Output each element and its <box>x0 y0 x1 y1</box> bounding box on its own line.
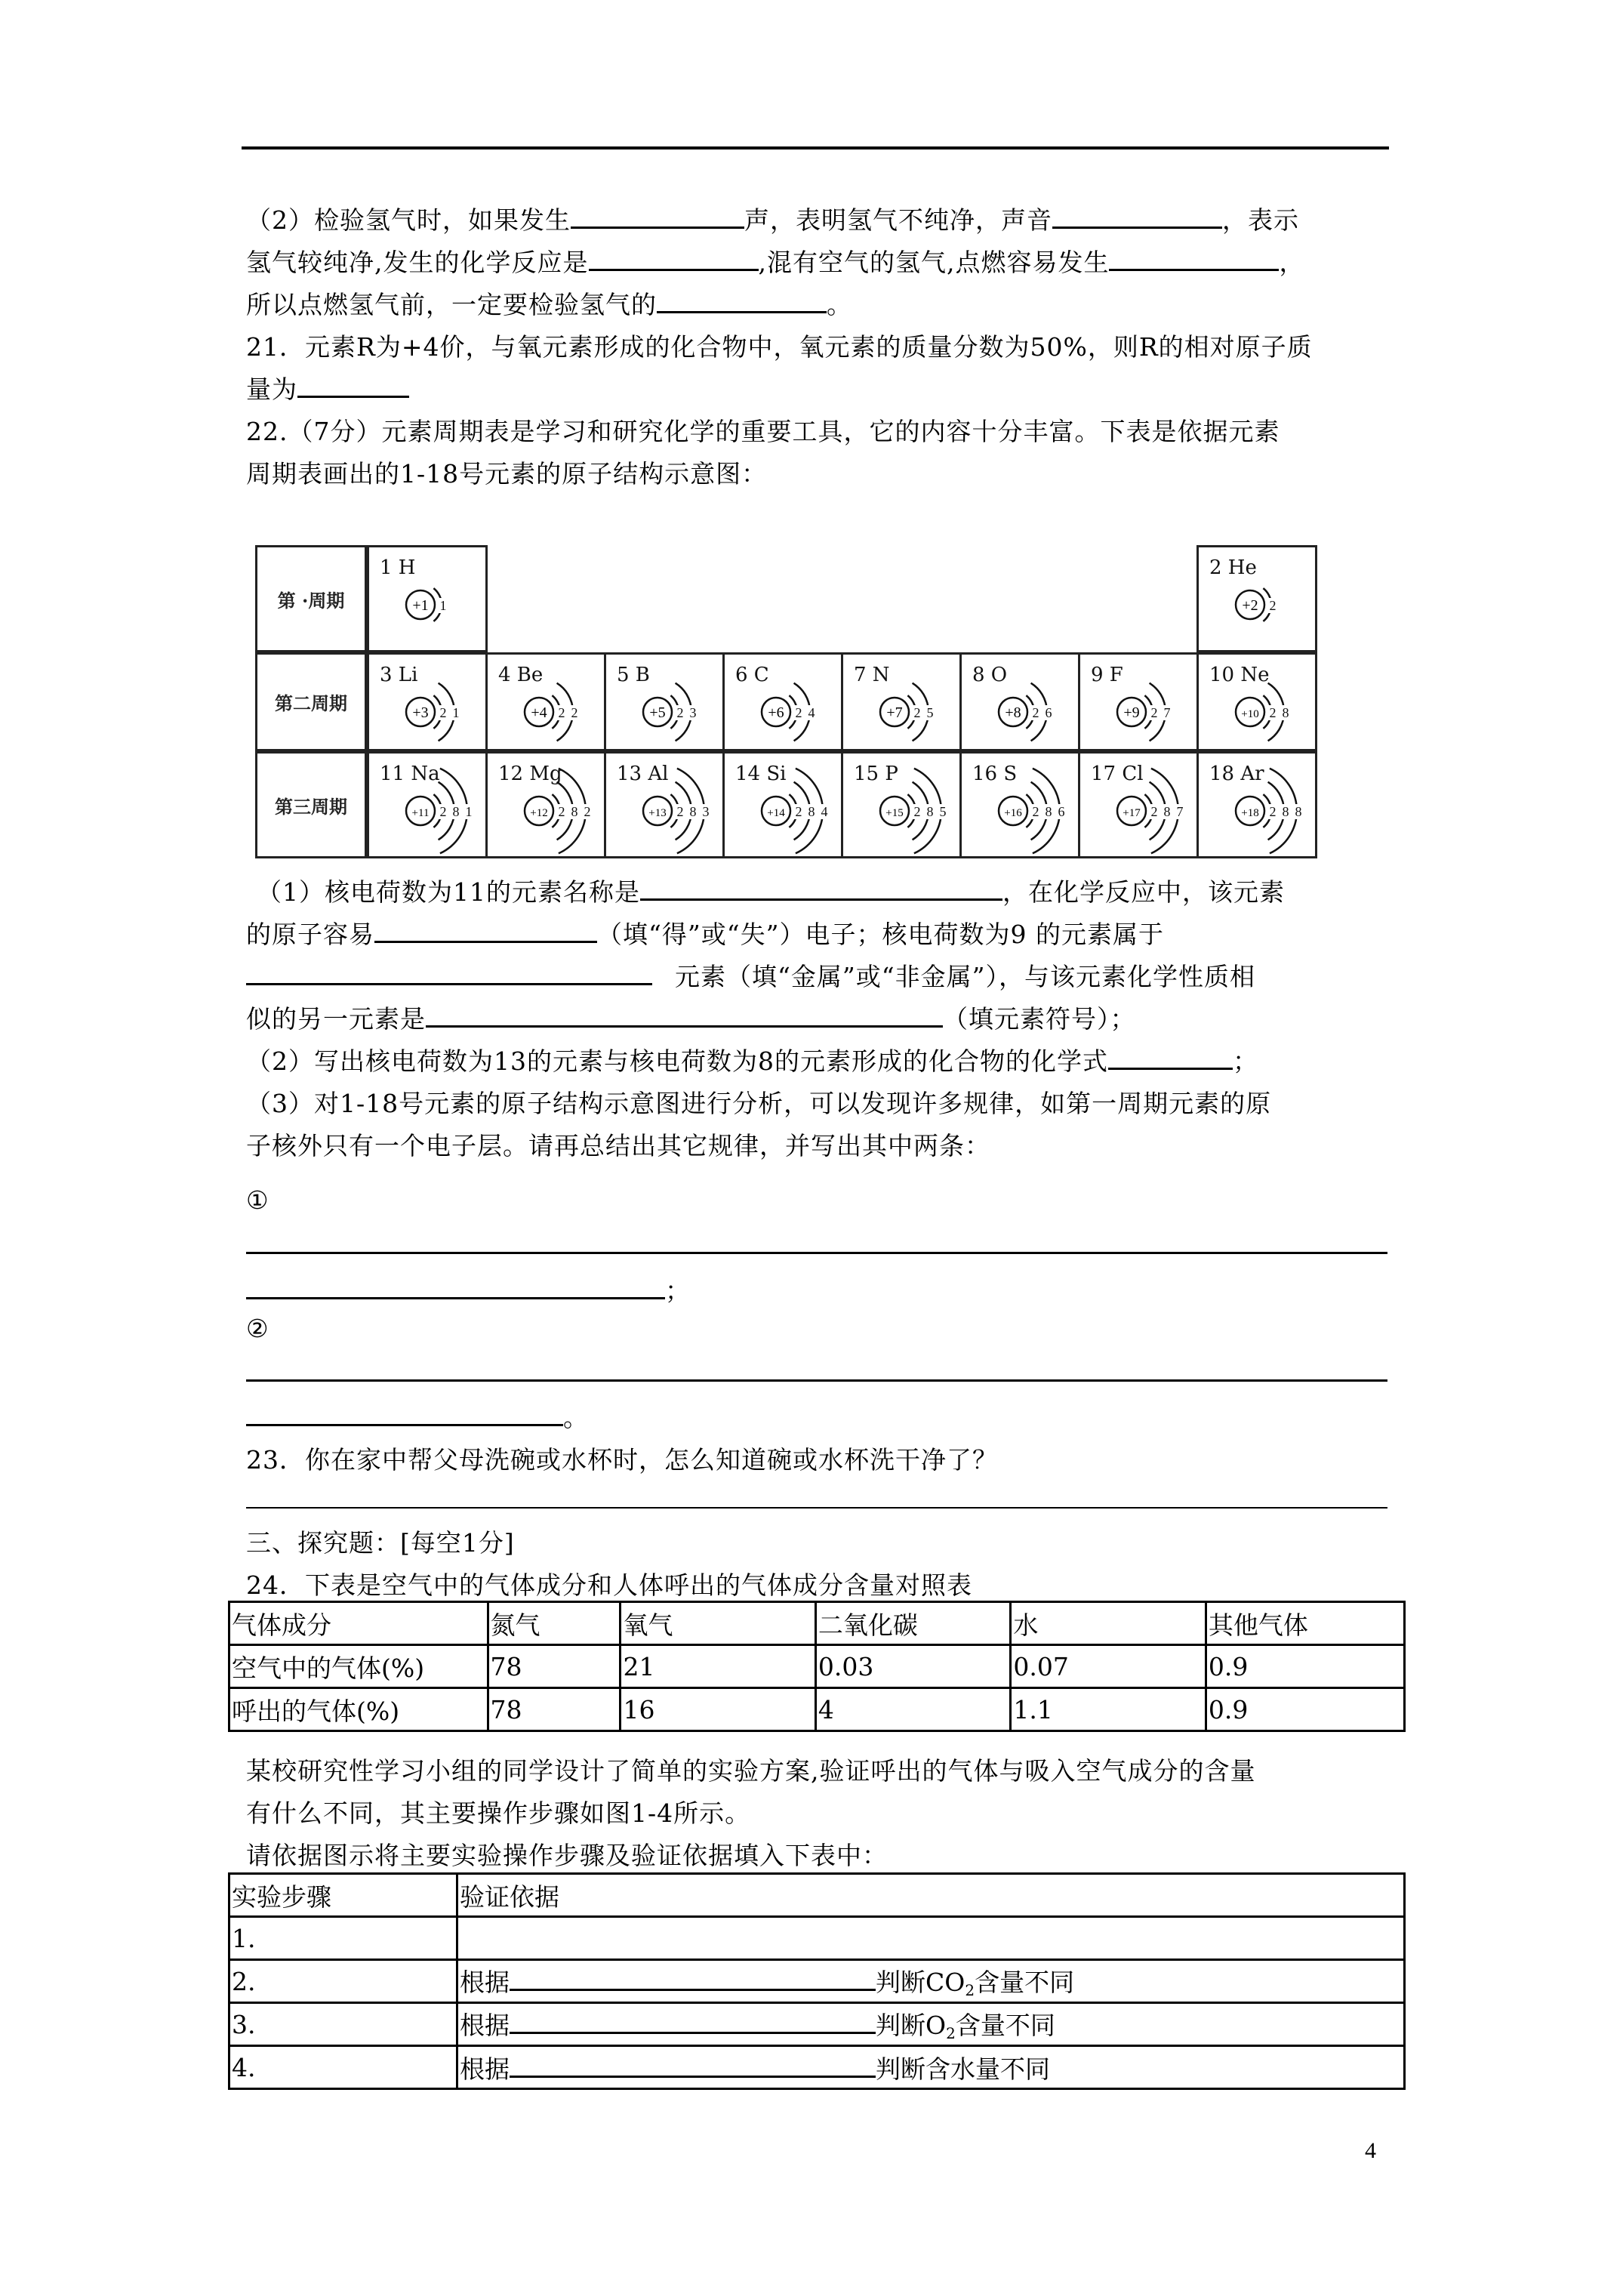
shell-electron-count: 2 <box>558 705 565 720</box>
table-row <box>229 1688 1405 1731</box>
table-header-cell: 水 <box>1011 1602 1206 1645</box>
shell-electron-count: 8 <box>808 804 815 819</box>
element-label: 8 O <box>972 664 1008 686</box>
answer-line-end <box>246 1403 589 1433</box>
verification-basis <box>457 1917 1405 1960</box>
nuclear-charge: +14 <box>767 807 785 819</box>
q20-line1 <box>246 205 1299 236</box>
basis-suffix: 判断含水量不同 <box>876 2054 1051 2084</box>
basis-suffix: 判断O <box>876 2011 947 2040</box>
nuclear-charge: +13 <box>648 807 667 819</box>
q20-text: 所以点燃氢气前，一定要检验氢气的 <box>246 290 657 319</box>
element-cell <box>367 751 488 858</box>
shell-electron-count: 5 <box>939 804 947 819</box>
element-label: 1 H <box>380 556 416 579</box>
answer-blank[interactable] <box>510 2054 876 2078</box>
atom-structure-diagram <box>399 665 482 756</box>
table-cell: 0.03 <box>815 1645 1010 1688</box>
answer-blank[interactable] <box>589 248 759 271</box>
q20-line3 <box>246 290 852 320</box>
element-cell <box>604 652 725 751</box>
element-cell <box>841 751 962 858</box>
element-cell <box>1078 751 1199 858</box>
element-cell <box>604 751 725 858</box>
q24-para2: 有什么不同，其主要操作步骤如图1-4所示。 <box>246 1798 751 1828</box>
shell-electron-count: 8 <box>1295 804 1302 819</box>
q20-text: （2）检验氢气时，如果发生 <box>246 205 571 235</box>
atom-structure-diagram <box>992 665 1075 756</box>
rule-marker-2: ② <box>246 1314 269 1343</box>
subscript: 2 <box>965 1981 975 1999</box>
shell-electron-count: 8 <box>1282 804 1289 819</box>
q22-text: 元素（填“金属”或“非金属”），与该元素化学性质相 <box>675 962 1255 991</box>
shell-electron-count: 7 <box>1176 804 1184 819</box>
q22-p1-line1 <box>257 877 1285 908</box>
shell-electron-count: 8 <box>926 804 934 819</box>
element-label: 12 Mg <box>498 763 562 785</box>
q22-p1-line3 <box>246 962 1255 992</box>
element-label: 2 He <box>1209 556 1257 579</box>
table-row <box>229 1960 1405 2003</box>
element-cell <box>722 652 843 751</box>
atom-structure-diagram <box>992 764 1075 855</box>
element-cell <box>485 652 606 751</box>
table-row <box>229 2046 1405 2089</box>
end-punct: ； <box>665 1276 691 1305</box>
q22-text: （2）写出核电荷数为13的元素与核电荷数为8的元素形成的化合物的化学式 <box>246 1046 1108 1076</box>
answer-blank[interactable] <box>510 1968 876 1991</box>
shell-electron-count: 3 <box>689 705 697 720</box>
table-header-cell: 气体成分 <box>229 1602 488 1645</box>
subscript: 2 <box>946 2024 956 2042</box>
shell-electron-count: 2 <box>584 804 591 819</box>
answer-line-end <box>246 1276 691 1306</box>
shell-electron-count: 2 <box>1150 804 1158 819</box>
shell-electron-count: 7 <box>1163 705 1171 720</box>
answer-blank[interactable] <box>571 205 744 229</box>
table-header-cell: 氧气 <box>621 1602 815 1645</box>
q22-text: ； <box>1232 1046 1258 1076</box>
q21-text: 量为 <box>246 374 297 404</box>
experiment-steps-table <box>228 1872 1406 2090</box>
nuclear-charge: +12 <box>530 807 548 819</box>
element-cell <box>841 652 962 751</box>
verification-basis <box>457 2046 1405 2089</box>
shell-electron-count: 2 <box>913 804 921 819</box>
element-cell <box>959 652 1080 751</box>
basis-suffix-end: 含量不同 <box>955 2011 1055 2040</box>
answer-blank[interactable] <box>246 1276 665 1299</box>
shell-electron-count: 2 <box>913 705 921 720</box>
shell-electron-count: 2 <box>676 804 684 819</box>
shell-electron-count: 8 <box>452 804 460 819</box>
nuclear-charge: +6 <box>768 704 784 721</box>
element-label: 16 S <box>972 763 1018 785</box>
table-cell: 4 <box>815 1688 1010 1731</box>
basis-suffix: 判断CO <box>876 1968 965 1997</box>
table-header-cell: 氮气 <box>488 1602 621 1645</box>
q22-p1-line2 <box>246 920 1164 950</box>
answer-blank[interactable] <box>1108 1046 1233 1070</box>
element-label: 13 Al <box>617 763 669 785</box>
element-label: 7 N <box>854 664 890 686</box>
nuclear-charge: +4 <box>531 704 547 721</box>
q22-text: （填“得”或“失”）电子；核电荷数为9 的元素属于 <box>597 920 1164 949</box>
q20-text: ， <box>1279 248 1305 277</box>
table-header-cell: 二氧化碳 <box>815 1602 1010 1645</box>
element-cell <box>722 751 843 858</box>
shell-electron-count: 3 <box>702 804 710 819</box>
element-cell <box>1196 751 1317 858</box>
element-label: 14 Si <box>735 763 787 785</box>
atom-structure-diagram <box>399 764 482 855</box>
atom-structure-diagram <box>755 665 838 756</box>
q22-p3-line1: （3）对1-18号元素的原子结构示意图进行分析，可以发现许多规律，如第一周期元素的原 <box>246 1089 1272 1118</box>
gas-composition-table <box>228 1601 1406 1732</box>
header-rule <box>242 146 1389 149</box>
shell-electron-count: 4 <box>808 705 815 720</box>
element-label: 4 Be <box>498 664 544 686</box>
shell-electron-count: 8 <box>1282 705 1289 720</box>
answer-blank[interactable] <box>1109 248 1279 271</box>
atom-structure-diagram <box>399 558 482 649</box>
period-label: 第二周期 <box>255 652 367 751</box>
element-label: 10 Ne <box>1209 664 1270 686</box>
shell-electron-count: 6 <box>1045 705 1052 720</box>
answer-blank[interactable] <box>246 962 652 985</box>
answer-blank[interactable] <box>657 290 827 313</box>
element-label: 9 F <box>1091 664 1123 686</box>
shell-electron-count: 2 <box>1269 598 1277 613</box>
element-label: 6 C <box>735 664 769 686</box>
step-number: 4. <box>229 2046 457 2089</box>
nuclear-charge: +16 <box>1004 807 1022 819</box>
shell-electron-count: 1 <box>465 804 473 819</box>
basis-suffix-end: 含量不同 <box>975 1968 1075 1997</box>
period-label: 第 ·周期 <box>255 545 367 652</box>
atom-structure-diagram <box>755 764 838 855</box>
q22-text: ，在化学反应中，该元素 <box>1002 877 1285 907</box>
q20-line2 <box>246 248 1304 278</box>
q21-line1: 21．元素R为+4价，与氧元素形成的化合物中，氧元素的质量分数为50%，则R的相对原子质 <box>246 332 1313 362</box>
nuclear-charge: +10 <box>1241 708 1259 720</box>
shell-electron-count: 2 <box>1269 705 1277 720</box>
table-cell: 0.9 <box>1206 1688 1404 1731</box>
table-cell: 78 <box>488 1645 621 1688</box>
element-label: 17 Cl <box>1091 763 1144 785</box>
q22-p3-line2: 子核外只有一个电子层。请再总结出其它规律，并写出其中两条： <box>246 1131 990 1160</box>
table-cell: 0.07 <box>1011 1645 1206 1688</box>
shell-electron-count: 2 <box>439 705 447 720</box>
table-cell: 0.9 <box>1206 1645 1404 1688</box>
step-number: 3. <box>229 2003 457 2046</box>
answer-blank[interactable] <box>374 920 597 943</box>
answer-blank[interactable] <box>297 374 409 398</box>
shell-electron-count: 2 <box>1150 705 1158 720</box>
nuclear-charge: +8 <box>1005 704 1021 721</box>
basis-prefix: 根据 <box>460 2054 510 2084</box>
q20-text: 。 <box>827 290 852 319</box>
atom-structure-diagram <box>636 764 719 855</box>
nuclear-charge: +7 <box>886 704 903 721</box>
element-cell <box>959 751 1080 858</box>
nuclear-charge: +18 <box>1241 807 1259 819</box>
answer-line[interactable] <box>246 1507 1387 1509</box>
element-cell <box>367 545 488 652</box>
shell-electron-count: 2 <box>439 804 447 819</box>
nuclear-charge: +1 <box>412 597 429 614</box>
table-header-cell: 其他气体 <box>1206 1602 1404 1645</box>
table-cell: 16 <box>621 1688 815 1731</box>
table-cell: 21 <box>621 1645 815 1688</box>
q22-text: （1）核电荷数为11的元素名称是 <box>257 877 640 907</box>
answer-blank[interactable] <box>1052 205 1222 229</box>
table-cell: 呼出的气体(%) <box>229 1688 488 1731</box>
answer-blank[interactable] <box>426 1004 943 1028</box>
table-header-row <box>229 1602 1405 1645</box>
shell-electron-count: 2 <box>676 705 684 720</box>
table-header-cell: 实验步骤 <box>229 1874 457 1917</box>
atom-structure-diagram <box>636 665 719 756</box>
answer-line[interactable] <box>246 1252 1387 1254</box>
element-cell <box>1196 652 1317 751</box>
period-label: 第三周期 <box>255 751 367 858</box>
atom-structure-diagram <box>1110 764 1193 855</box>
q22-text: 似的另一元素是 <box>246 1004 426 1034</box>
shell-electron-count: 2 <box>1032 804 1039 819</box>
answer-blank[interactable] <box>246 1403 563 1426</box>
table-row <box>229 2003 1405 2046</box>
q24-intro: 24．下表是空气中的气体成分和人体呼出的气体成分含量对照表 <box>246 1570 972 1600</box>
q22-intro1: 22.（7分）元素周期表是学习和研究化学的重要工具，它的内容十分丰富。下表是依据元素 <box>246 417 1280 446</box>
atom-structure-diagram <box>1229 665 1312 756</box>
atom-structure-diagram <box>1229 558 1312 649</box>
element-label: 11 Na <box>380 763 440 785</box>
atom-structure-diagram <box>518 764 601 855</box>
nuclear-charge: +11 <box>411 807 430 819</box>
step-number: 2. <box>229 1960 457 2003</box>
answer-blank[interactable] <box>640 877 1002 901</box>
nuclear-charge: +2 <box>1242 597 1258 614</box>
q20-text: 氢气较纯净,发生的化学反应是 <box>246 248 589 277</box>
answer-line[interactable] <box>246 1379 1387 1382</box>
table-header-cell: 验证依据 <box>457 1874 1405 1917</box>
table-cell: 空气中的气体(%) <box>229 1645 488 1688</box>
q21-line2 <box>246 374 409 405</box>
q20-text: ,混有空气的氢气,点燃容易发生 <box>758 248 1110 277</box>
q24-para1: 某校研究性学习小组的同学设计了简单的实验方案,验证呼出的气体与吸入空气成分的含量 <box>246 1756 1256 1786</box>
shell-electron-count: 2 <box>1032 705 1039 720</box>
element-cell <box>485 751 606 858</box>
table-header-row <box>229 1874 1405 1917</box>
shell-electron-count: 1 <box>439 598 447 613</box>
atom-structure-diagram <box>1229 764 1312 855</box>
element-label: 3 Li <box>380 664 418 686</box>
element-label: 5 B <box>617 664 650 686</box>
basis-prefix: 根据 <box>460 2011 510 2040</box>
q20-text: ，表示 <box>1222 205 1299 235</box>
table-cell: 78 <box>488 1688 621 1731</box>
step-number: 1. <box>229 1917 457 1960</box>
q22-text: （填元素符号）； <box>943 1004 1136 1034</box>
shell-electron-count: 8 <box>1163 804 1171 819</box>
q23-question: 23．你在家中帮父母洗碗或水杯时，怎么知道碗或水杯洗干净了？ <box>246 1445 998 1475</box>
table-row <box>229 1645 1405 1688</box>
nuclear-charge: +3 <box>412 704 429 721</box>
verification-basis <box>457 2003 1405 2046</box>
q22-intro2: 周期表画出的1-18号元素的原子结构示意图： <box>246 459 768 488</box>
shell-electron-count: 5 <box>926 705 934 720</box>
answer-blank[interactable] <box>510 2011 876 2034</box>
element-cell <box>367 652 488 751</box>
element-cell <box>1196 545 1317 652</box>
shell-electron-count: 8 <box>571 804 578 819</box>
shell-electron-count: 2 <box>558 804 565 819</box>
nuclear-charge: +9 <box>1123 704 1140 721</box>
verification-basis <box>457 1960 1405 2003</box>
nuclear-charge: +15 <box>885 807 904 819</box>
atom-structure-diagram <box>518 665 601 756</box>
q22-text: 的原子容易 <box>246 920 374 949</box>
basis-prefix: 根据 <box>460 1968 510 1997</box>
shell-electron-count: 2 <box>795 804 802 819</box>
atom-structure-diagram <box>873 665 956 756</box>
q22-p2 <box>246 1046 1258 1077</box>
nuclear-charge: +17 <box>1123 807 1141 819</box>
shell-electron-count: 2 <box>571 705 578 720</box>
shell-electron-count: 1 <box>452 705 460 720</box>
shell-electron-count: 8 <box>1045 804 1052 819</box>
q22-p1-line4 <box>246 1004 1136 1034</box>
shell-electron-count: 6 <box>1058 804 1065 819</box>
table-cell: 1.1 <box>1011 1688 1206 1731</box>
q20-text: 声，表明氢气不纯净，声音 <box>744 205 1052 235</box>
element-label: 18 Ar <box>1209 763 1264 785</box>
page-number: 4 <box>1365 2138 1376 2163</box>
shell-electron-count: 2 <box>795 705 802 720</box>
atom-structure-diagram <box>1110 665 1193 756</box>
rule-marker-1: ① <box>246 1185 269 1215</box>
element-label: 15 P <box>854 763 898 785</box>
shell-electron-count: 8 <box>689 804 697 819</box>
element-cell <box>1078 652 1199 751</box>
section-title: 三、探究题：[每空1分] <box>246 1528 515 1558</box>
table-row <box>229 1917 1405 1960</box>
end-punct: 。 <box>563 1403 589 1432</box>
shell-electron-count: 4 <box>821 804 828 819</box>
q24-para3: 请依据图示将主要实验操作步骤及验证依据填入下表中： <box>246 1841 888 1870</box>
atom-structure-diagram <box>873 764 956 855</box>
shell-electron-count: 2 <box>1269 804 1277 819</box>
nuclear-charge: +5 <box>649 704 666 721</box>
